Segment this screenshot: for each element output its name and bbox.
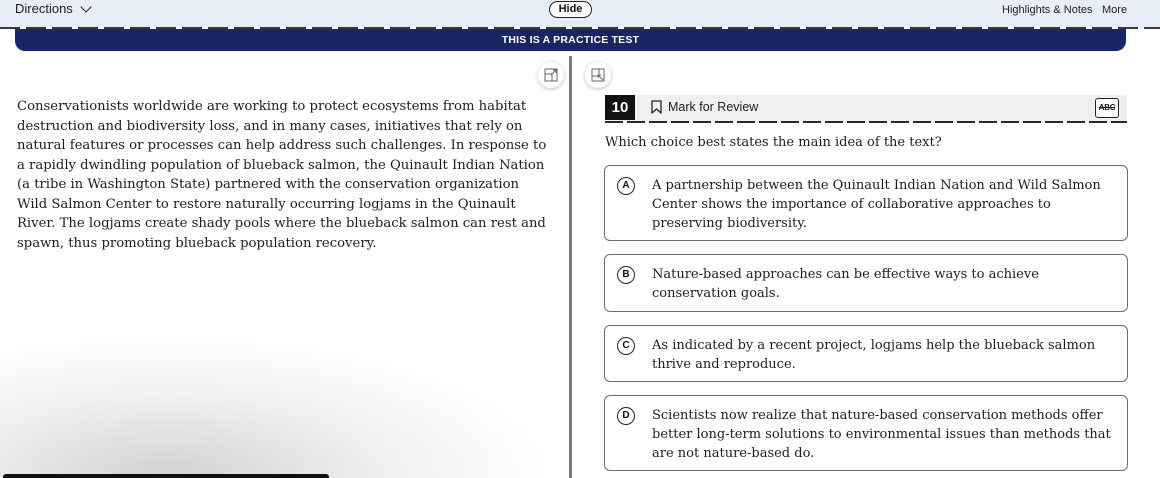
question-number: 10 [605, 95, 635, 120]
choice-letter-d: D [617, 407, 635, 425]
more-button[interactable]: More [1102, 4, 1128, 16]
choice-letter-c: C [617, 337, 635, 355]
choice-letter-b: B [617, 266, 635, 284]
choice-text-c: As indicated by a recent project, logjams help the blueback salmon thrive and reproduce. [652, 338, 1096, 372]
directions-dropdown[interactable] [15, 1, 90, 16]
bookmark-icon [651, 100, 662, 114]
choice-letter-a: A [617, 177, 635, 195]
choice-text-a: A partnership between the Quinault Indian Nation and Wild Salmon Center shows the importance of collaborative approaches to preserving biodiversity. [652, 178, 1101, 231]
answer-choice-b[interactable] [604, 254, 1128, 312]
top-toolbar [0, 0, 1160, 28]
expand-question-icon[interactable] [585, 62, 611, 88]
practice-test-banner: THIS IS A PRACTICE TEST [15, 29, 1126, 51]
mark-for-review-button[interactable] [651, 100, 758, 114]
answer-choice-d[interactable] [604, 395, 1128, 471]
choice-text-d: Scientists now realize that nature-based conservation methods offer better long-term solutions to environmental issues than methods that are not nature-based do. [652, 408, 1111, 461]
answer-eliminator-button[interactable] [1095, 98, 1119, 118]
question-prompt: Which choice best states the main idea of the text? [605, 135, 942, 150]
expand-passage-icon[interactable] [538, 62, 564, 88]
abc-label: ABC [1098, 103, 1116, 112]
choice-text-b: Nature-based approaches can be effective ways to achieve conservation goals. [652, 267, 1039, 301]
chevron-down-icon [80, 1, 91, 12]
directions-label: Directions [15, 1, 73, 16]
answer-choice-c[interactable] [604, 325, 1128, 382]
mark-for-review-label: Mark for Review [668, 100, 759, 114]
answer-choice-a[interactable] [604, 165, 1128, 241]
pane-divider[interactable] [569, 56, 572, 478]
highlights-notes-button[interactable]: Highlights & Notes [1002, 4, 1093, 16]
question-dashed-divider [605, 121, 1127, 123]
reading-passage: Conservationists worldwide are working to protect ecosystems from habitat destruction and biodiversity loss, and in many cases, initiatives that rely on natural features or processes can help address such challenges. In response to a rapidly dwindling population of blueback salmon, the Quinault Indian Nation (a tribe in Washington State) partnered with the conservation organization Wild Salmon Center to restore naturally occurring logjams in the Quinault River. The logjams create shady pools where the blueback salmon can rest and spawn, thus promoting blueback population recovery. [17, 99, 547, 251]
bottom-dark-bar [3, 474, 329, 478]
question-header [605, 95, 1127, 122]
shadow-overlay [0, 330, 560, 478]
hide-button[interactable]: Hide [549, 1, 592, 18]
